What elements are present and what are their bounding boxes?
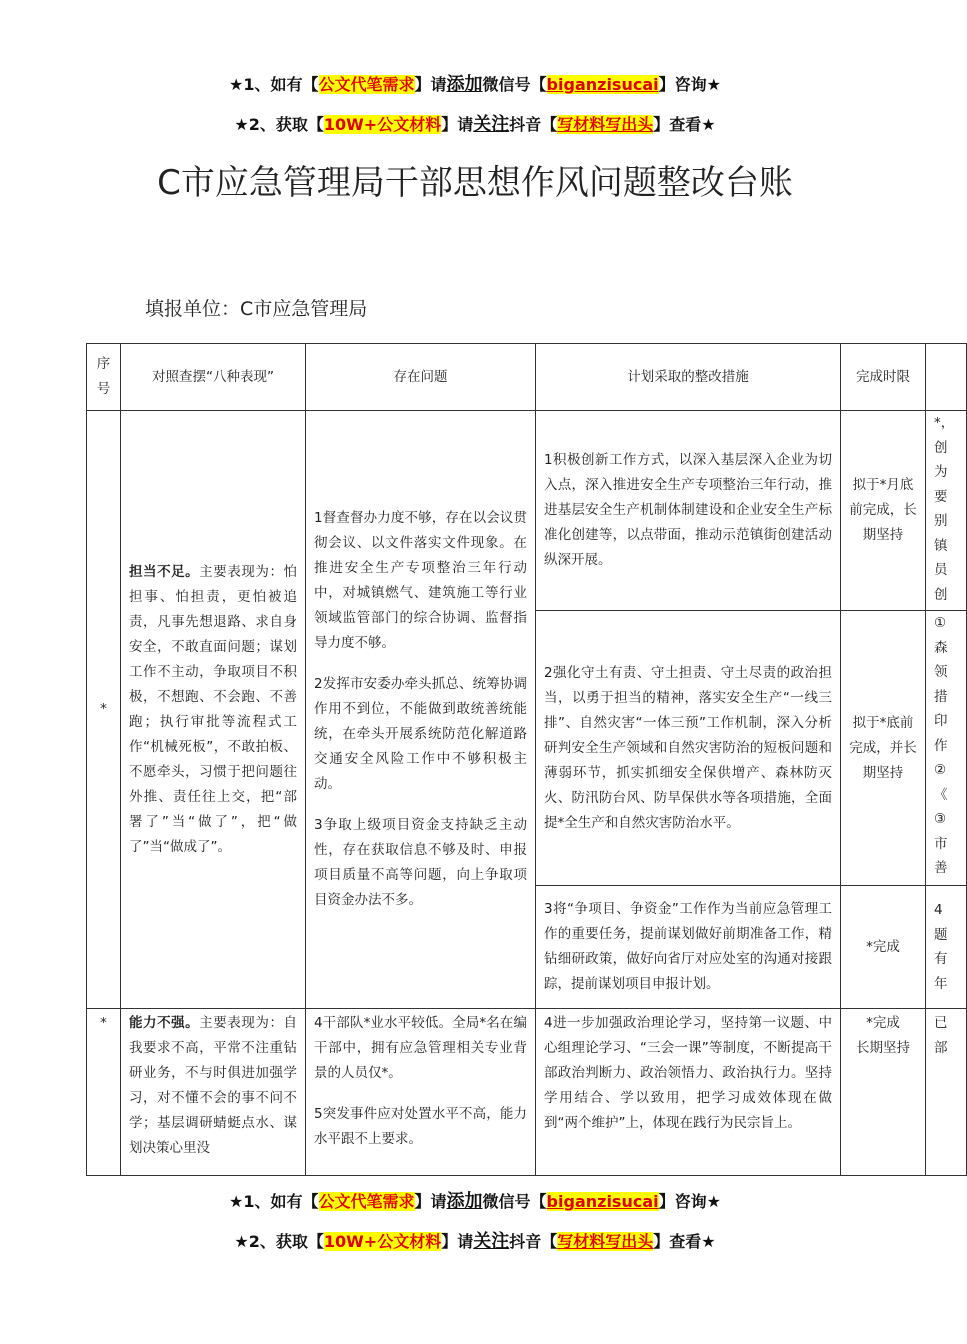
header-measures: 计划采取的整改措施: [536, 344, 841, 411]
header-deadline: 完成时限: [841, 344, 926, 411]
progress-cell: ① 森 领 措 印 作 ② 《 ③ 市 善: [926, 611, 967, 886]
row-category: 能力不强。主要表现为：自我要求不高，平常不注重钻研业务，不与时俱进加强学习，对不懂不会的事不问不学；基层调研蜻蜓点水、谋划决策心里没: [121, 1009, 306, 1176]
row-seq: *: [87, 411, 121, 1009]
promo-line-1: ★1、如有【公文代笔需求】请添加微信号【biganzisucai】咨询★: [229, 74, 721, 95]
reporting-unit: 填报单位：C市应急管理局: [145, 298, 368, 320]
progress-cell: 已 部: [926, 1009, 967, 1176]
measure-cell: 4进一步加强政治理论学习，坚持第一议题、中心组理论学习、“三会一课”等制度，不断提高干部政治判断力、政治领悟力、政治执行力。坚持学用结合、学以致用，把学习成效体现在做到“两个维护”上，体现在践行为民宗旨上。: [536, 1009, 841, 1176]
wechat-id: biganzisucai: [546, 75, 659, 94]
measure-cell: 3将“争项目、争资金”工作作为当前应急管理工作的重要任务，提前谋划做好前期准备工作，精钻细研政策，做好向省厅对应处室的沟通对接跟踪，提前谋划项目申报计划。: [536, 886, 841, 1009]
table-row: [87, 1009, 967, 1176]
promo-line-2: ★2、获取【10W+公文材料】请关注抖音【写材料写出头】查看★: [234, 114, 716, 135]
progress-cell: *， 创 为 要 别 镇 员 创: [926, 411, 967, 611]
row-seq: *: [87, 1009, 121, 1176]
row-problems: 4干部队*业水平较低。全局*名在编干部中，拥有应急管理相关专业背景的人员仅*。 5突发事件应对处置水平不高，能力水平跟不上要求。: [306, 1009, 536, 1176]
header-seq: 序号: [87, 344, 121, 411]
measure-cell: 1积极创新工作方式，以深入基层深入企业为切入点，深入推进安全生产专项整治三年行动，推进基层安全生产机制体制建设和企业安全生产标准化创建等，以点带面，推动示范镇街创建活动纵深开展。: [536, 411, 841, 611]
table-row: [87, 411, 967, 611]
table-header-row: [87, 344, 967, 411]
deadline-cell: 拟于*月底前完成，长期坚持: [841, 411, 926, 611]
header-problems: 存在问题: [306, 344, 536, 411]
header-progress: [926, 344, 967, 411]
deadline-cell: 拟于*底前完成，并长期坚持: [841, 611, 926, 886]
row-problems: 1督查督办力度不够，存在以会议贯彻会议、以文件落实文件现象。在推进安全生产专项整治三年行动中，对城镇燃气、建筑施工等行业领域监管部门的综合协调、监督指导力度不够。 2发挥市安委办牵头抓总、统筹协调作用不到位，不能做到敢统善统能统，在牵头开展系统防范化解道路交通安全风险工作中不够积极主动。 3争取上级项目资金支持缺乏主动性，存在获取信息不够及时、申报项目质量不高等问题，向上争取项目资金办法不多。: [306, 411, 536, 1009]
promo-line-2-bottom: ★2、获取【10W+公文材料】请关注抖音【写材料写出头】查看★: [234, 1231, 716, 1252]
deadline-cell: *完成 长期坚持: [841, 1009, 926, 1176]
page-title: C市应急管理局干部思想作风问题整改台账: [157, 163, 793, 203]
deadline-cell: *完成: [841, 886, 926, 1009]
row-category: 担当不足。主要表现为：怕担事、怕担责，更怕被追责，凡事先想退路、求自身安全，不敢直面问题；谋划工作不主动，争取项目不积极，不想跑、不会跑、不善跑；执行审批等流程式工作“机械死板”，不敢拍板、不愿牵头，习惯于把问题往外推、责任往上交，把“部署了”当“做了”，把“做了”当“做成了”。: [121, 411, 306, 1009]
promo-line-1-bottom: ★1、如有【公文代笔需求】请添加微信号【biganzisucai】咨询★: [229, 1191, 721, 1212]
rectification-table: [86, 343, 967, 1176]
progress-cell: 4 题 有 年: [926, 886, 967, 1009]
header-category: 对照查摆“八种表现”: [121, 344, 306, 411]
measure-cell: 2强化守土有责、守土担责、守土尽责的政治担当，以勇于担当的精神，落实安全生产“一线三排”、自然灾害“一体三预”工作机制，深入分析研判安全生产领域和自然灾害防治的短板问题和薄弱环节，抓实抓细安全保供增产、森林防灭火、防汛防台风、防旱保供水等各项措施，全面提*全生产和自然灾害防治水平。: [536, 611, 841, 886]
